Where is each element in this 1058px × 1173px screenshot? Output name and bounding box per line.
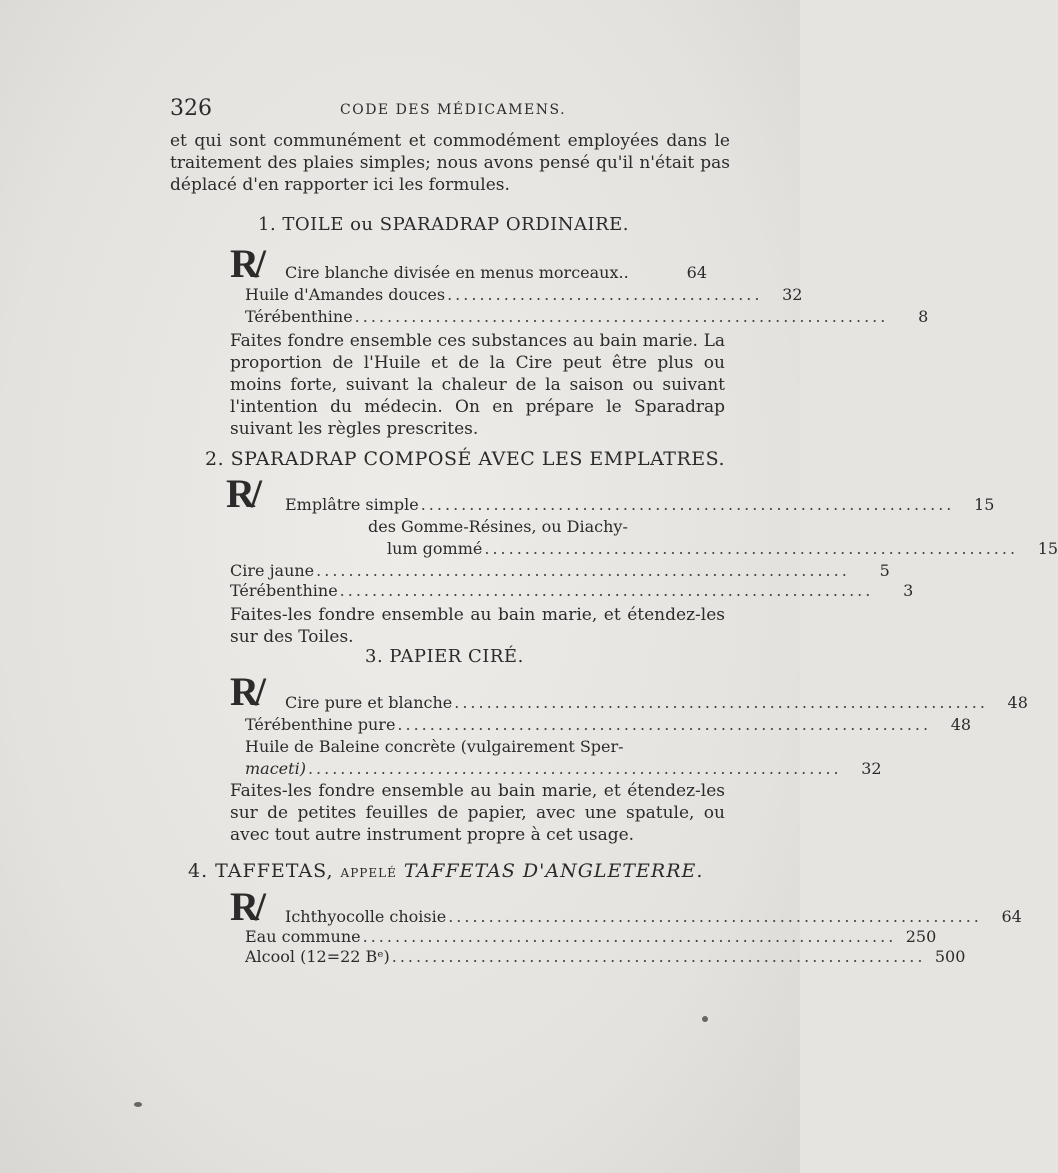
ingredient-name: Ichthyocolle choisie (285, 907, 447, 926)
section-2-heading: 2. SPARADRAP COMPOSÉ AVEC LES EMPLATRES. (205, 448, 726, 470)
ingredient-name: lum gommé (387, 539, 483, 558)
ingredient-qty: 48 (1007, 693, 1028, 712)
ingredient-row (245, 714, 972, 736)
ingredient-row-continued (368, 516, 707, 538)
ingredient-row (387, 538, 1058, 560)
ingredient-row (245, 758, 882, 780)
leader-dots: .................................................................. (454, 693, 988, 712)
ingredient-qty: 15 (974, 495, 995, 514)
leader-dots: .................................................................. (420, 495, 955, 514)
ingredient-row (245, 306, 929, 328)
ingredient-name: Alcool (12=22 Bᵉ) (245, 947, 390, 966)
ingredient-name: Cire jaune (230, 561, 315, 580)
section-4-heading (188, 860, 703, 882)
ingredient-qty: 500 (934, 947, 966, 966)
ingredient-name: Eau commune (245, 927, 361, 946)
leader-dots: .................................................................. (362, 927, 897, 946)
ingredient-row (230, 580, 914, 602)
section-4-heading-prefix: 4. TAFFETAS, (188, 860, 334, 882)
ink-speck (702, 1016, 708, 1022)
leader-dots: .................................................................. (484, 539, 1019, 558)
leader-dots: .................................................................. (391, 947, 926, 966)
recipe-symbol-icon: R/ (230, 241, 262, 286)
ingredient-row-continued (245, 736, 711, 758)
ingredient-name: Cire pure et blanche (285, 693, 453, 712)
ingredient-qty: 15 (1037, 539, 1058, 558)
ingredient-name: Térébenthine (230, 581, 338, 600)
ingredient-name-line1: des Gomme-Résines, ou Diachy- (368, 517, 628, 536)
leader-dots: .................................................................. (354, 307, 889, 326)
running-head (170, 96, 730, 126)
leader-dots: .................................................................. (316, 561, 850, 580)
intro-text: et qui sont communément et commodément employées dans le traitement des plaies simples; nous avons pensé qu'il n'était pas déplacé d'en rapporter ici les formules. (170, 131, 730, 195)
recipe-symbol-icon: R/ (226, 471, 258, 516)
ingredient-qty: 3 (903, 581, 914, 600)
leader-dots: .................................................................. (339, 581, 874, 600)
ingredient-row (285, 262, 707, 284)
ingredient-row (230, 560, 890, 582)
section-2-instructions: Faites-les fondre ensemble au bain marie, et étendez-les sur des Toiles. (230, 605, 725, 647)
ingredient-row (285, 906, 1022, 928)
intro-paragraph (170, 130, 730, 196)
ingredient-qty: 32 (861, 759, 882, 778)
section-4-heading-italic: TAFFETAS D'ANGLETERRE. (403, 860, 704, 882)
ingredient-name: Huile d'Amandes douces (245, 285, 446, 304)
ingredient-row (245, 284, 803, 306)
ingredient-name: Cire blanche divisée en menus morceaux.. (285, 263, 629, 282)
ingredient-name: Térébenthine (245, 307, 353, 326)
running-title: CODE DES MÉDICAMENS. (340, 102, 567, 118)
ingredient-name: Emplâtre simple (285, 495, 419, 514)
ingredient-qty: 48 (950, 715, 972, 734)
leader-dots: .................................................................. (307, 759, 842, 778)
leader-dots: ....................................... (447, 285, 763, 304)
ingredient-row (245, 946, 966, 968)
ingredient-row (285, 494, 995, 516)
ingredient-qty: 5 (879, 561, 890, 580)
ingredient-qty: 8 (918, 307, 929, 326)
section-4-heading-small: APPELÉ (340, 866, 397, 880)
section-3-instructions: Faites-les fondre ensemble au bain marie, et étendez-les sur de petites feuilles de papier, avec une spatule, ou avec tout autre instrument propre à cet usage. (230, 781, 725, 845)
ingredient-qty: 250 (905, 927, 937, 946)
ingredient-qty: 32 (782, 285, 803, 304)
ingredient-name: Térébenthine pure (245, 715, 396, 734)
section-1-instructions: Faites fondre ensemble ces substances au bain marie. La proportion de l'Huile et de la Cire peut être plus ou moins forte, suivant la chaleur de la saison ou suivant l'intention du médecin. On en prépare le Sparadrap suivant les règles prescrites. (230, 331, 725, 439)
ingredient-qty: 64 (1001, 907, 1022, 926)
ingredient-name-line1: Huile de Baleine concrète (vulgairement Sper- (245, 737, 624, 756)
leader-dots: .................................................................. (448, 907, 982, 926)
leader-dots: .................................................................. (397, 715, 932, 734)
section-1-heading: 1. TOILE ou SPARADRAP ORDINAIRE. (258, 214, 630, 235)
page-number: 326 (170, 96, 212, 121)
ingredient-qty: 64 (686, 263, 707, 282)
ingredient-name: maceti) (245, 759, 306, 778)
recipe-symbol-icon: R/ (230, 669, 262, 714)
section-3-heading: 3. PAPIER CIRÉ. (365, 646, 524, 667)
recipe-symbol-icon: R/ (230, 884, 262, 929)
ink-speck (134, 1102, 142, 1107)
ingredient-row (245, 926, 937, 948)
ingredient-row (285, 692, 1028, 714)
